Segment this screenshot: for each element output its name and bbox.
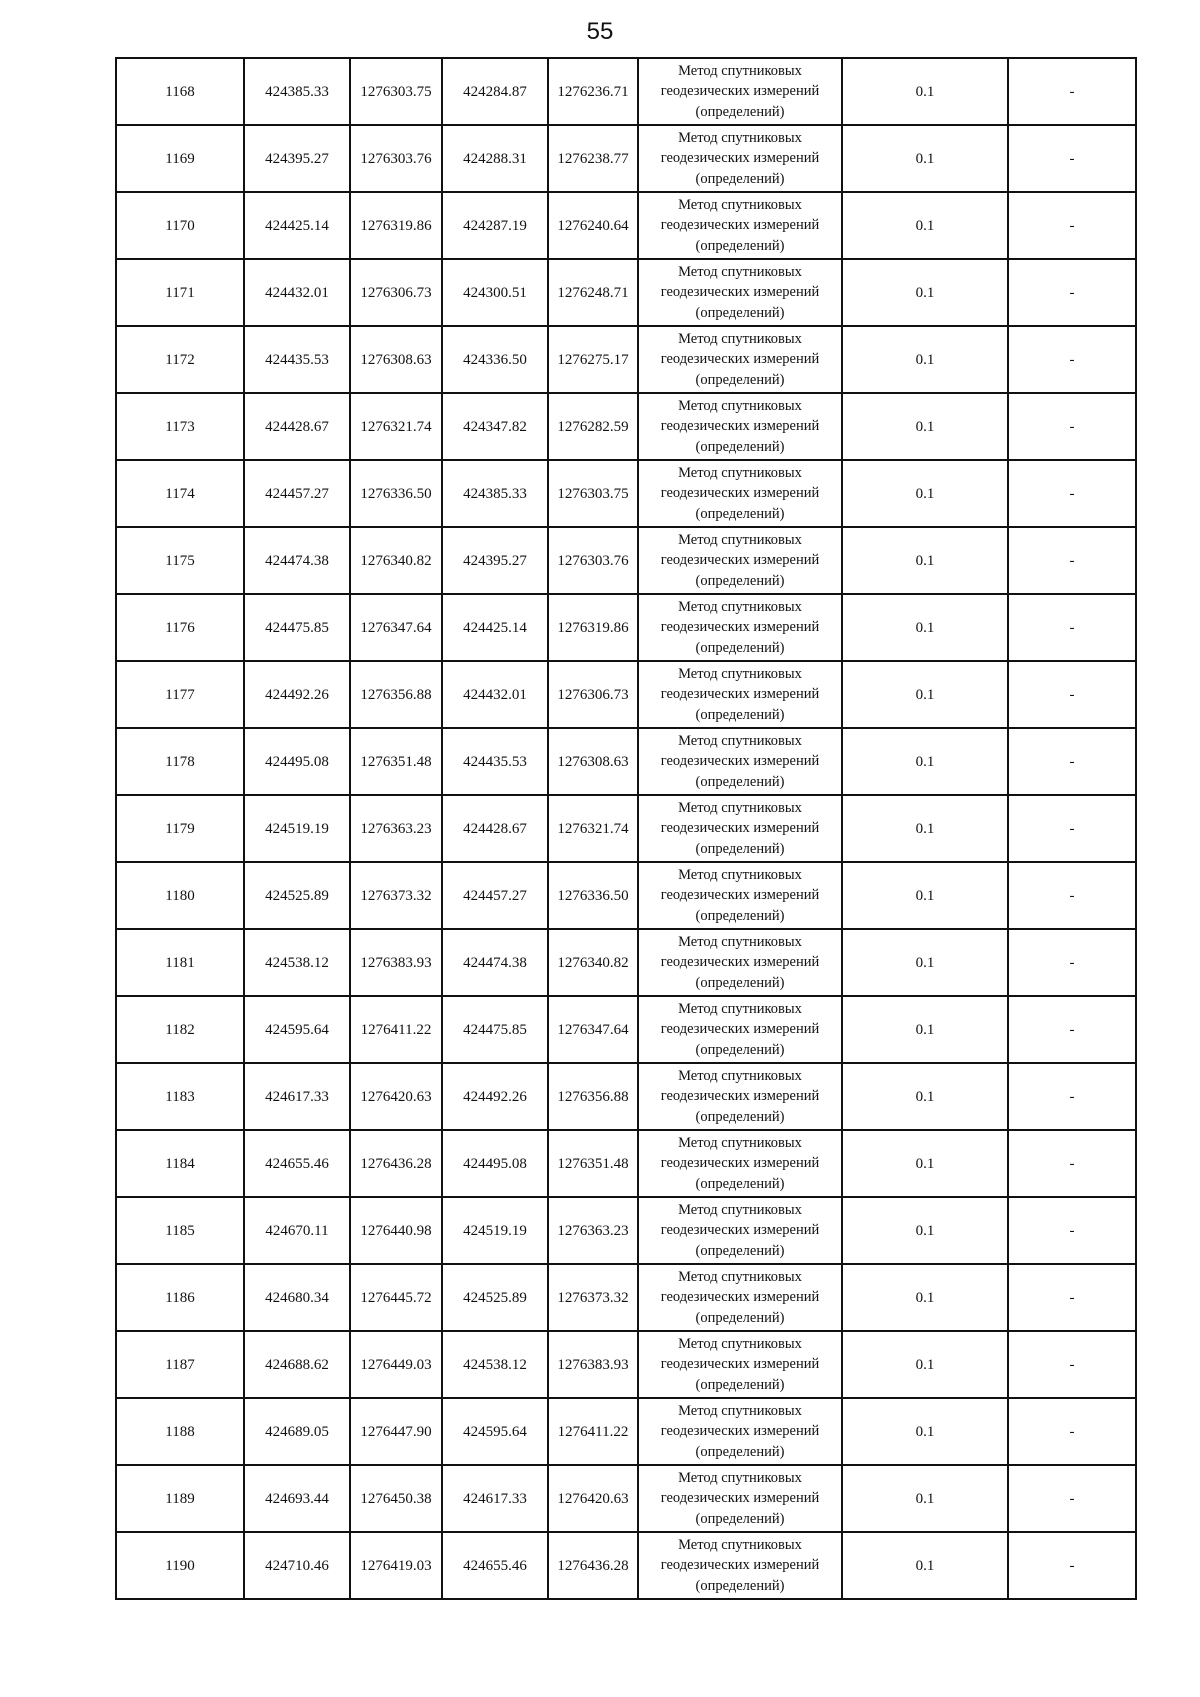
point-number-cell: 1171 (116, 259, 244, 326)
table-row (116, 125, 1136, 192)
accuracy-cell: 0.1 (842, 1398, 1008, 1465)
accuracy-cell: 0.1 (842, 929, 1008, 996)
y-coordinate-cell: 1276450.38 (350, 1465, 442, 1532)
prev-x-coordinate-cell: 424336.50 (442, 326, 548, 393)
table-row (116, 1130, 1136, 1197)
x-coordinate-cell: 424385.33 (244, 58, 350, 125)
method-cell: Метод спутниковых геодезических измерений (определений) (638, 929, 842, 996)
prev-y-coordinate-cell: 1276336.50 (548, 862, 638, 929)
prev-y-coordinate-cell: 1276319.86 (548, 594, 638, 661)
accuracy-cell: 0.1 (842, 862, 1008, 929)
method-cell: Метод спутниковых геодезических измерений (определений) (638, 1063, 842, 1130)
method-cell: Метод спутниковых геодезических измерений (определений) (638, 326, 842, 393)
accuracy-cell: 0.1 (842, 393, 1008, 460)
note-cell: - (1008, 594, 1136, 661)
point-number-cell: 1168 (116, 58, 244, 125)
x-coordinate-cell: 424475.85 (244, 594, 350, 661)
accuracy-cell: 0.1 (842, 1465, 1008, 1532)
y-coordinate-cell: 1276420.63 (350, 1063, 442, 1130)
note-cell: - (1008, 1331, 1136, 1398)
table-row (116, 1398, 1136, 1465)
note-cell: - (1008, 58, 1136, 125)
table-row (116, 393, 1136, 460)
method-cell: Метод спутниковых геодезических измерений (определений) (638, 1532, 842, 1599)
point-number-cell: 1176 (116, 594, 244, 661)
x-coordinate-cell: 424595.64 (244, 996, 350, 1063)
point-number-cell: 1182 (116, 996, 244, 1063)
note-cell: - (1008, 1063, 1136, 1130)
y-coordinate-cell: 1276351.48 (350, 728, 442, 795)
table-row (116, 594, 1136, 661)
note-cell: - (1008, 929, 1136, 996)
note-cell: - (1008, 1398, 1136, 1465)
table-row (116, 862, 1136, 929)
prev-y-coordinate-cell: 1276420.63 (548, 1465, 638, 1532)
prev-x-coordinate-cell: 424617.33 (442, 1465, 548, 1532)
x-coordinate-cell: 424710.46 (244, 1532, 350, 1599)
x-coordinate-cell: 424435.53 (244, 326, 350, 393)
x-coordinate-cell: 424425.14 (244, 192, 350, 259)
x-coordinate-cell: 424474.38 (244, 527, 350, 594)
point-number-cell: 1173 (116, 393, 244, 460)
accuracy-cell: 0.1 (842, 259, 1008, 326)
point-number-cell: 1181 (116, 929, 244, 996)
prev-x-coordinate-cell: 424474.38 (442, 929, 548, 996)
x-coordinate-cell: 424428.67 (244, 393, 350, 460)
note-cell: - (1008, 527, 1136, 594)
method-cell: Метод спутниковых геодезических измерений (определений) (638, 259, 842, 326)
prev-x-coordinate-cell: 424288.31 (442, 125, 548, 192)
y-coordinate-cell: 1276363.23 (350, 795, 442, 862)
table-row (116, 661, 1136, 728)
prev-y-coordinate-cell: 1276306.73 (548, 661, 638, 728)
note-cell: - (1008, 1197, 1136, 1264)
accuracy-cell: 0.1 (842, 795, 1008, 862)
prev-y-coordinate-cell: 1276238.77 (548, 125, 638, 192)
prev-x-coordinate-cell: 424655.46 (442, 1532, 548, 1599)
prev-y-coordinate-cell: 1276363.23 (548, 1197, 638, 1264)
prev-y-coordinate-cell: 1276347.64 (548, 996, 638, 1063)
note-cell: - (1008, 862, 1136, 929)
note-cell: - (1008, 1264, 1136, 1331)
prev-y-coordinate-cell: 1276436.28 (548, 1532, 638, 1599)
prev-y-coordinate-cell: 1276340.82 (548, 929, 638, 996)
table-row (116, 728, 1136, 795)
accuracy-cell: 0.1 (842, 594, 1008, 661)
point-number-cell: 1177 (116, 661, 244, 728)
y-coordinate-cell: 1276447.90 (350, 1398, 442, 1465)
prev-y-coordinate-cell: 1276373.32 (548, 1264, 638, 1331)
note-cell: - (1008, 996, 1136, 1063)
point-number-cell: 1174 (116, 460, 244, 527)
note-cell: - (1008, 460, 1136, 527)
y-coordinate-cell: 1276449.03 (350, 1331, 442, 1398)
note-cell: - (1008, 1130, 1136, 1197)
method-cell: Метод спутниковых геодезических измерений (определений) (638, 661, 842, 728)
table-row (116, 929, 1136, 996)
table-row (116, 1063, 1136, 1130)
method-cell: Метод спутниковых геодезических измерений (определений) (638, 125, 842, 192)
prev-x-coordinate-cell: 424395.27 (442, 527, 548, 594)
method-cell: Метод спутниковых геодезических измерений (определений) (638, 594, 842, 661)
prev-y-coordinate-cell: 1276282.59 (548, 393, 638, 460)
prev-y-coordinate-cell: 1276351.48 (548, 1130, 638, 1197)
prev-y-coordinate-cell: 1276303.75 (548, 460, 638, 527)
x-coordinate-cell: 424457.27 (244, 460, 350, 527)
x-coordinate-cell: 424495.08 (244, 728, 350, 795)
table-row (116, 460, 1136, 527)
coordinates-table (115, 57, 1137, 1600)
note-cell: - (1008, 661, 1136, 728)
method-cell: Метод спутниковых геодезических измерений (определений) (638, 1331, 842, 1398)
prev-y-coordinate-cell: 1276275.17 (548, 326, 638, 393)
x-coordinate-cell: 424617.33 (244, 1063, 350, 1130)
method-cell: Метод спутниковых геодезических измерений (определений) (638, 460, 842, 527)
note-cell: - (1008, 326, 1136, 393)
prev-x-coordinate-cell: 424300.51 (442, 259, 548, 326)
x-coordinate-cell: 424688.62 (244, 1331, 350, 1398)
point-number-cell: 1170 (116, 192, 244, 259)
accuracy-cell: 0.1 (842, 1130, 1008, 1197)
prev-x-coordinate-cell: 424457.27 (442, 862, 548, 929)
note-cell: - (1008, 393, 1136, 460)
y-coordinate-cell: 1276321.74 (350, 393, 442, 460)
page-number: 55 (586, 18, 614, 45)
method-cell: Метод спутниковых геодезических измерений (определений) (638, 795, 842, 862)
point-number-cell: 1189 (116, 1465, 244, 1532)
note-cell: - (1008, 728, 1136, 795)
prev-x-coordinate-cell: 424425.14 (442, 594, 548, 661)
accuracy-cell: 0.1 (842, 460, 1008, 527)
x-coordinate-cell: 424395.27 (244, 125, 350, 192)
accuracy-cell: 0.1 (842, 1331, 1008, 1398)
accuracy-cell: 0.1 (842, 527, 1008, 594)
prev-x-coordinate-cell: 424287.19 (442, 192, 548, 259)
prev-x-coordinate-cell: 424525.89 (442, 1264, 548, 1331)
method-cell: Метод спутниковых геодезических измерений (определений) (638, 527, 842, 594)
prev-x-coordinate-cell: 424428.67 (442, 795, 548, 862)
table-row (116, 192, 1136, 259)
method-cell: Метод спутниковых геодезических измерений (определений) (638, 996, 842, 1063)
method-cell: Метод спутниковых геодезических измерений (определений) (638, 1264, 842, 1331)
method-cell: Метод спутниковых геодезических измерений (определений) (638, 1197, 842, 1264)
y-coordinate-cell: 1276356.88 (350, 661, 442, 728)
table-row (116, 1331, 1136, 1398)
point-number-cell: 1169 (116, 125, 244, 192)
y-coordinate-cell: 1276347.64 (350, 594, 442, 661)
prev-x-coordinate-cell: 424347.82 (442, 393, 548, 460)
accuracy-cell: 0.1 (842, 661, 1008, 728)
note-cell: - (1008, 192, 1136, 259)
accuracy-cell: 0.1 (842, 996, 1008, 1063)
table-row (116, 1465, 1136, 1532)
prev-x-coordinate-cell: 424475.85 (442, 996, 548, 1063)
point-number-cell: 1188 (116, 1398, 244, 1465)
y-coordinate-cell: 1276336.50 (350, 460, 442, 527)
x-coordinate-cell: 424689.05 (244, 1398, 350, 1465)
point-number-cell: 1172 (116, 326, 244, 393)
prev-x-coordinate-cell: 424495.08 (442, 1130, 548, 1197)
method-cell: Метод спутниковых геодезических измерений (определений) (638, 1130, 842, 1197)
table-row (116, 1264, 1136, 1331)
accuracy-cell: 0.1 (842, 192, 1008, 259)
x-coordinate-cell: 424655.46 (244, 1130, 350, 1197)
x-coordinate-cell: 424538.12 (244, 929, 350, 996)
method-cell: Метод спутниковых геодезических измерений (определений) (638, 58, 842, 125)
accuracy-cell: 0.1 (842, 1264, 1008, 1331)
table-row (116, 795, 1136, 862)
prev-y-coordinate-cell: 1276356.88 (548, 1063, 638, 1130)
prev-y-coordinate-cell: 1276383.93 (548, 1331, 638, 1398)
point-number-cell: 1185 (116, 1197, 244, 1264)
y-coordinate-cell: 1276419.03 (350, 1532, 442, 1599)
table-row (116, 996, 1136, 1063)
point-number-cell: 1190 (116, 1532, 244, 1599)
note-cell: - (1008, 1532, 1136, 1599)
prev-x-coordinate-cell: 424435.53 (442, 728, 548, 795)
prev-x-coordinate-cell: 424284.87 (442, 58, 548, 125)
method-cell: Метод спутниковых геодезических измерений (определений) (638, 728, 842, 795)
accuracy-cell: 0.1 (842, 1197, 1008, 1264)
note-cell: - (1008, 1465, 1136, 1532)
y-coordinate-cell: 1276319.86 (350, 192, 442, 259)
table-row (116, 259, 1136, 326)
table-row (116, 1532, 1136, 1599)
note-cell: - (1008, 125, 1136, 192)
note-cell: - (1008, 795, 1136, 862)
method-cell: Метод спутниковых геодезических измерений (определений) (638, 862, 842, 929)
table-row (116, 58, 1136, 125)
accuracy-cell: 0.1 (842, 125, 1008, 192)
x-coordinate-cell: 424519.19 (244, 795, 350, 862)
y-coordinate-cell: 1276445.72 (350, 1264, 442, 1331)
y-coordinate-cell: 1276440.98 (350, 1197, 442, 1264)
note-cell: - (1008, 259, 1136, 326)
table-row (116, 1197, 1136, 1264)
y-coordinate-cell: 1276308.63 (350, 326, 442, 393)
accuracy-cell: 0.1 (842, 58, 1008, 125)
prev-y-coordinate-cell: 1276236.71 (548, 58, 638, 125)
y-coordinate-cell: 1276383.93 (350, 929, 442, 996)
table-row (116, 527, 1136, 594)
point-number-cell: 1183 (116, 1063, 244, 1130)
prev-y-coordinate-cell: 1276321.74 (548, 795, 638, 862)
point-number-cell: 1178 (116, 728, 244, 795)
point-number-cell: 1179 (116, 795, 244, 862)
prev-x-coordinate-cell: 424432.01 (442, 661, 548, 728)
prev-y-coordinate-cell: 1276303.76 (548, 527, 638, 594)
method-cell: Метод спутниковых геодезических измерений (определений) (638, 192, 842, 259)
method-cell: Метод спутниковых геодезических измерений (определений) (638, 1465, 842, 1532)
prev-y-coordinate-cell: 1276411.22 (548, 1398, 638, 1465)
point-number-cell: 1186 (116, 1264, 244, 1331)
y-coordinate-cell: 1276306.73 (350, 259, 442, 326)
prev-x-coordinate-cell: 424595.64 (442, 1398, 548, 1465)
x-coordinate-cell: 424492.26 (244, 661, 350, 728)
table-row (116, 326, 1136, 393)
y-coordinate-cell: 1276436.28 (350, 1130, 442, 1197)
x-coordinate-cell: 424680.34 (244, 1264, 350, 1331)
prev-y-coordinate-cell: 1276240.64 (548, 192, 638, 259)
accuracy-cell: 0.1 (842, 1532, 1008, 1599)
y-coordinate-cell: 1276373.32 (350, 862, 442, 929)
y-coordinate-cell: 1276411.22 (350, 996, 442, 1063)
prev-x-coordinate-cell: 424492.26 (442, 1063, 548, 1130)
prev-x-coordinate-cell: 424538.12 (442, 1331, 548, 1398)
accuracy-cell: 0.1 (842, 1063, 1008, 1130)
accuracy-cell: 0.1 (842, 728, 1008, 795)
prev-x-coordinate-cell: 424385.33 (442, 460, 548, 527)
prev-y-coordinate-cell: 1276248.71 (548, 259, 638, 326)
point-number-cell: 1180 (116, 862, 244, 929)
x-coordinate-cell: 424670.11 (244, 1197, 350, 1264)
y-coordinate-cell: 1276303.76 (350, 125, 442, 192)
method-cell: Метод спутниковых геодезических измерений (определений) (638, 1398, 842, 1465)
x-coordinate-cell: 424693.44 (244, 1465, 350, 1532)
point-number-cell: 1184 (116, 1130, 244, 1197)
x-coordinate-cell: 424525.89 (244, 862, 350, 929)
prev-y-coordinate-cell: 1276308.63 (548, 728, 638, 795)
y-coordinate-cell: 1276340.82 (350, 527, 442, 594)
y-coordinate-cell: 1276303.75 (350, 58, 442, 125)
x-coordinate-cell: 424432.01 (244, 259, 350, 326)
point-number-cell: 1175 (116, 527, 244, 594)
accuracy-cell: 0.1 (842, 326, 1008, 393)
prev-x-coordinate-cell: 424519.19 (442, 1197, 548, 1264)
method-cell: Метод спутниковых геодезических измерений (определений) (638, 393, 842, 460)
table-body (116, 58, 1136, 1599)
point-number-cell: 1187 (116, 1331, 244, 1398)
